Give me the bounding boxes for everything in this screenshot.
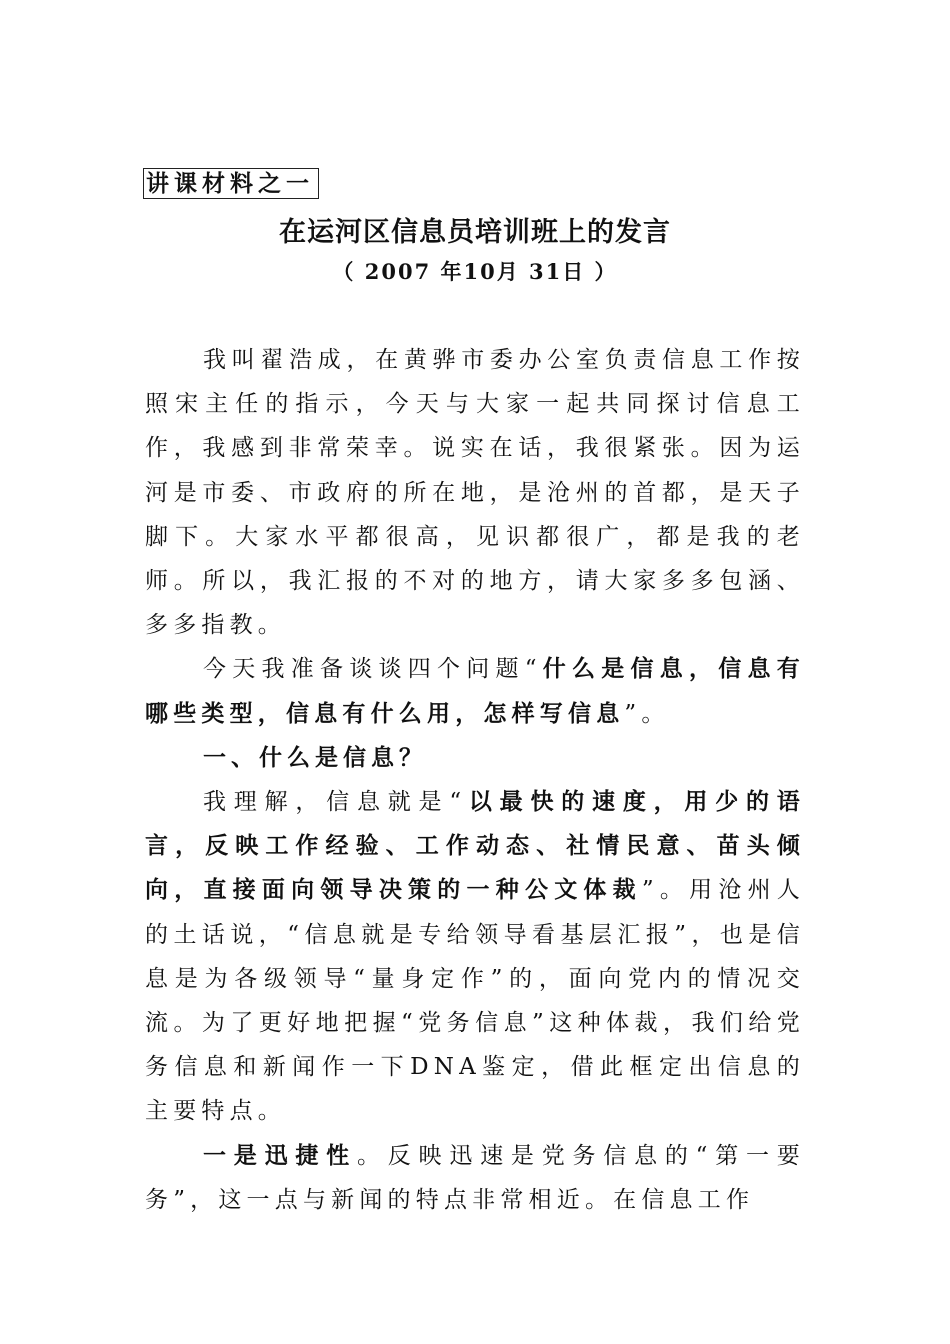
definition-tail: ”。用沧州人的土话说，“信息就是专给领导看基层汇报”，也是信息是为各级领导“量身定作”的，面向党内的情况交流。为了更好地把握“党务信息”这种体裁，我们给党务信息和新闻作一下DNA鉴定，借此框定出信息的主要特点。: [145, 877, 805, 1125]
feature-1-label: 一是迅捷性: [203, 1141, 357, 1169]
document-body: [145, 338, 805, 1222]
paragraph-feature-1: [145, 1134, 805, 1222]
material-tag: 讲课材料之一: [143, 168, 319, 199]
paragraph-intro: 我叫翟浩成，在黄骅市委办公室负责信息工作按照宋主任的指示，今天与大家一起共同探讨信息工作，我感到非常荣幸。说实在话，我很紧张。因为运河是市委、市政府的所在地，是沧州的首都，是天子脚下。大家水平都很高，见识都很广，都是我的老师。所以，我汇报的不对的地方，请大家多多包涵、多多指教。: [145, 347, 805, 639]
topics-lead: 今天我准备谈谈四个问题“: [203, 656, 542, 683]
definition-emphasis: 以最快的速度，用少的语言，反映工作经验、工作动态、社情民意、苗头倾向，直接面向领导决策的一种公文体裁: [145, 788, 806, 904]
paragraph-topics: [145, 647, 805, 735]
topics-emphasis: 什么是信息，信息有哪些类型，信息有什么用，怎样写信息: [145, 655, 805, 727]
definition-lead: 我理解，信息就是“: [203, 789, 467, 816]
document-date: （ 2007 年10月 31日 ）: [332, 259, 618, 284]
document-title: 在运河区信息员培训班上的发言: [279, 217, 671, 248]
feature-1-text: 。反映迅速是党务信息的“第一要务”，这一点与新闻的特点非常相近。在信息工作: [145, 1142, 806, 1213]
section-heading-1: 一、什么是信息？: [203, 744, 427, 771]
paragraph-definition: [145, 780, 805, 1134]
topics-tail: ”。: [624, 700, 670, 727]
